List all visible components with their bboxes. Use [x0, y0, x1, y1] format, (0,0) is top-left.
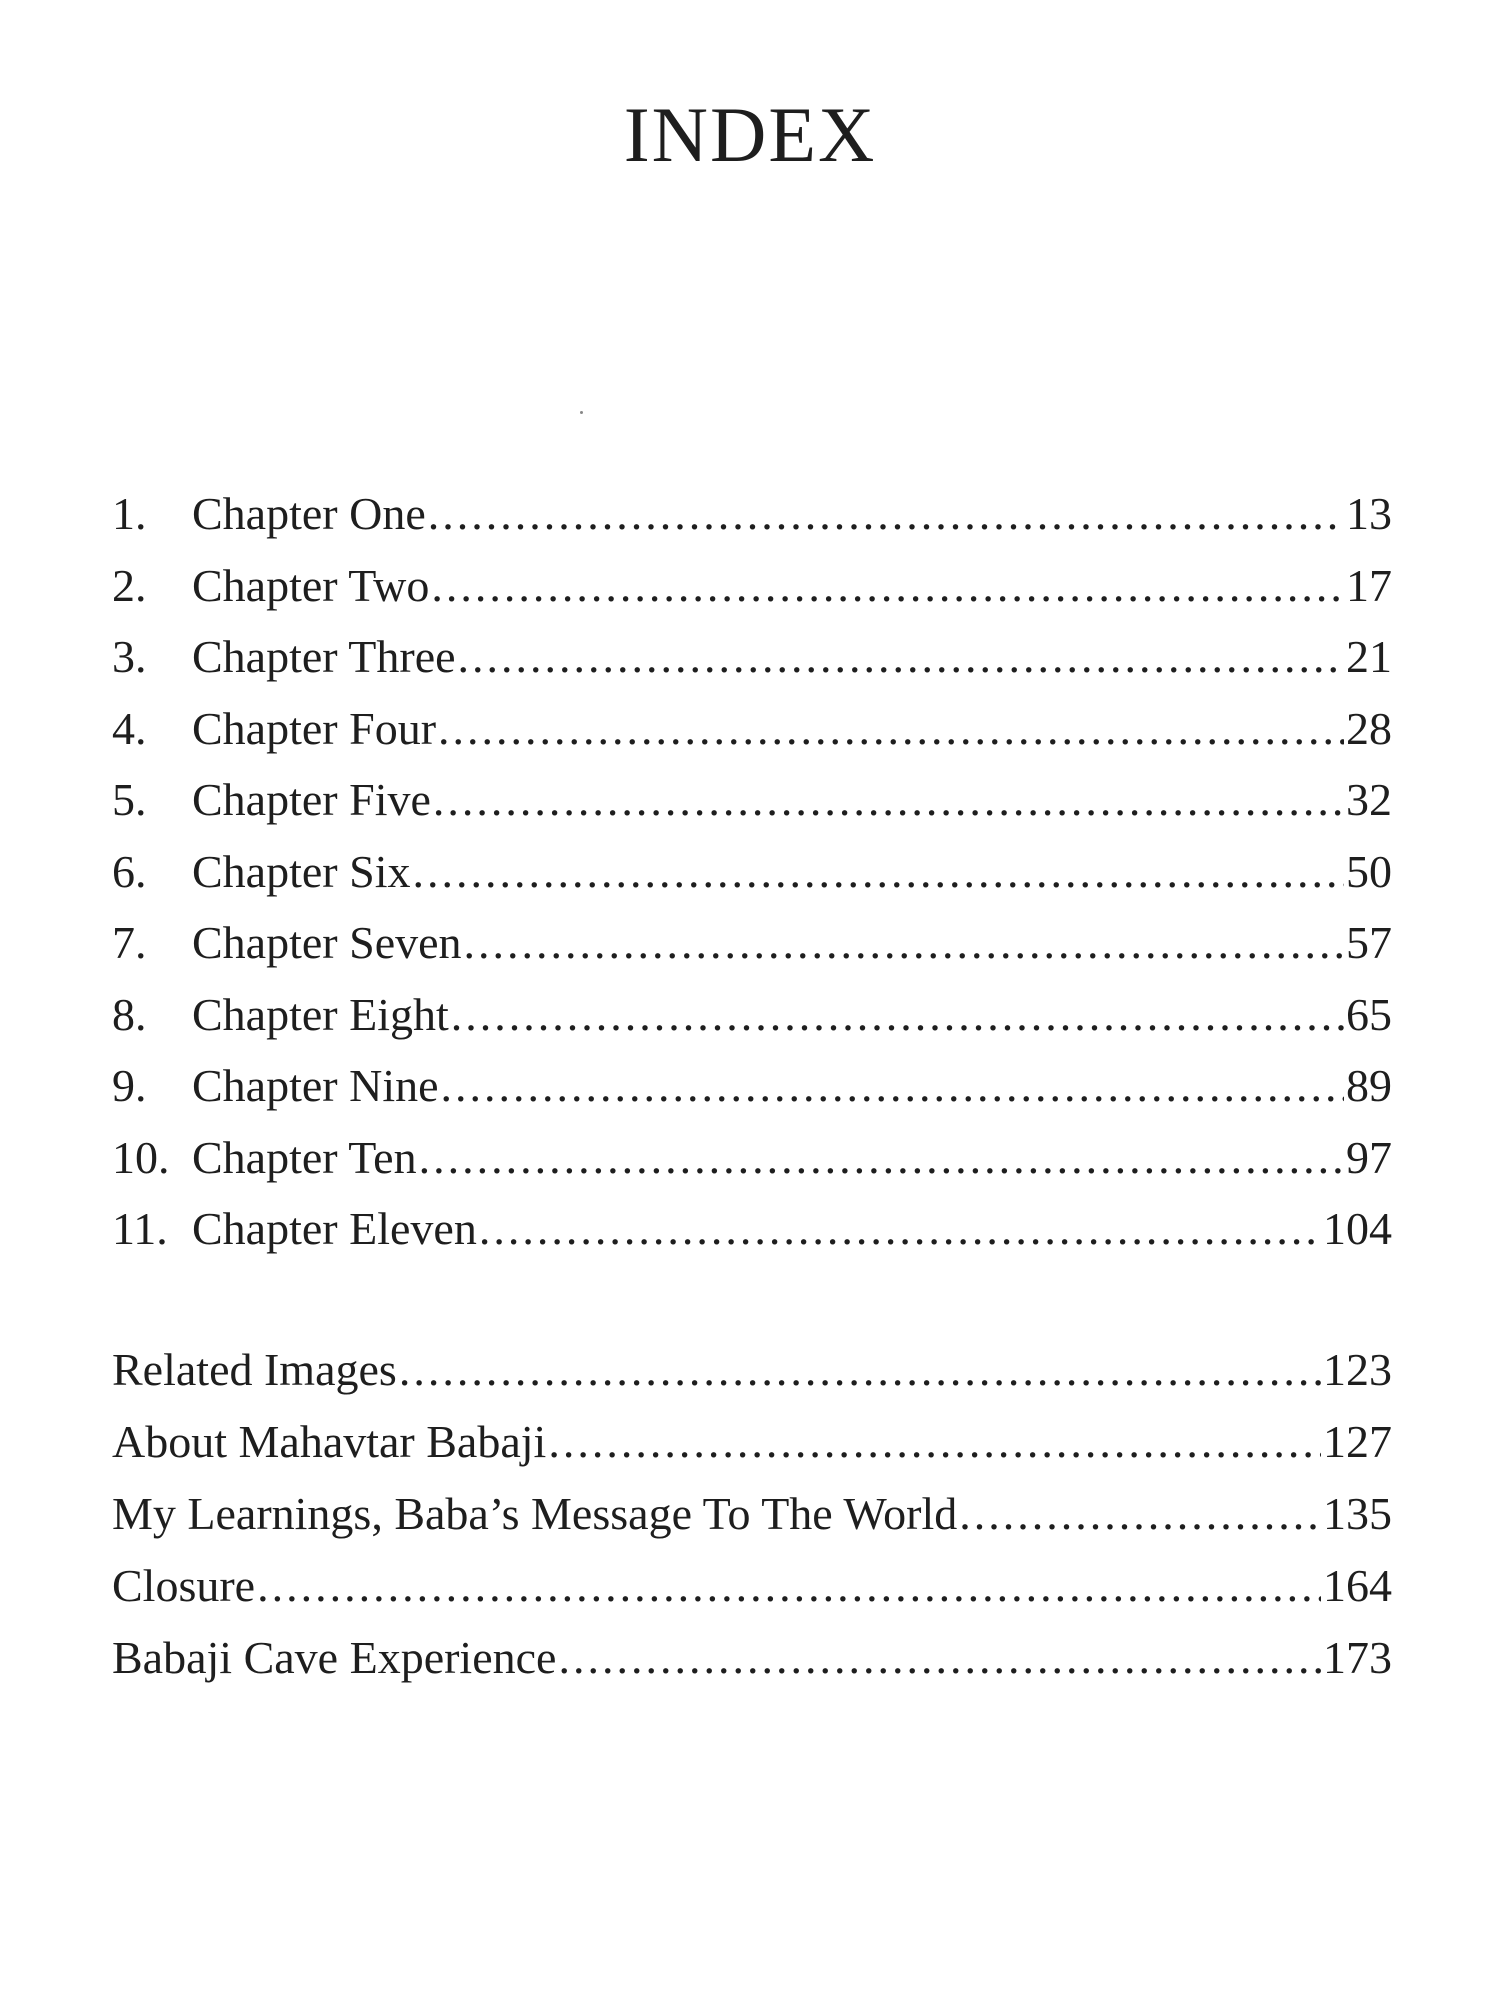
dot-leader — [548, 1406, 1321, 1478]
entry-title: Chapter Eleven — [192, 1203, 477, 1254]
entry-number: 2. — [112, 559, 147, 611]
extras-list — [112, 1334, 1392, 1694]
entry-page-number: 89 — [1346, 1060, 1392, 1111]
page-title: INDEX — [623, 91, 877, 178]
dot-leader — [464, 907, 1344, 979]
entry-page-number: 97 — [1346, 1131, 1392, 1183]
toc-entry-my-learnings — [112, 1478, 1392, 1550]
entry-title: Chapter Seven — [192, 917, 462, 968]
entry-number: 4. — [112, 702, 147, 754]
entry-page-number: 135 — [1323, 1488, 1392, 1539]
entry-number: 5. — [112, 774, 147, 825]
toc-entry-closure — [112, 1550, 1392, 1622]
entry-title: Chapter Two — [192, 559, 430, 611]
toc-entry-chapter-2 — [112, 550, 1392, 622]
entry-title: Chapter Six — [192, 845, 411, 897]
dot-leader — [433, 764, 1344, 836]
dot-leader — [451, 979, 1344, 1051]
dot-leader — [428, 478, 1344, 550]
toc-entry-chapter-9 — [112, 1050, 1392, 1122]
toc-entry-chapter-6 — [112, 836, 1392, 908]
dot-leader — [458, 621, 1344, 693]
entry-title: My Learnings, Baba’s Message To The World — [112, 1488, 958, 1539]
entry-number: 3. — [112, 631, 147, 682]
dot-leader — [419, 1122, 1344, 1194]
dot-leader — [441, 1050, 1344, 1122]
entry-page-number: 127 — [1323, 1416, 1392, 1467]
chapter-list — [112, 478, 1392, 1265]
entry-page-number: 28 — [1346, 702, 1392, 754]
dot-leader — [431, 550, 1344, 622]
toc-entry-chapter-11 — [112, 1193, 1392, 1265]
entry-page-number: 164 — [1323, 1560, 1392, 1611]
toc-entry-chapter-3 — [112, 621, 1392, 693]
dot-leader — [257, 1550, 1321, 1622]
toc-entry-cave-experience — [112, 1622, 1392, 1694]
entry-page-number: 17 — [1346, 559, 1392, 611]
print-speck — [580, 411, 583, 414]
entry-number: 9. — [112, 1060, 147, 1111]
toc-entry-chapter-7 — [112, 907, 1392, 979]
toc-entry-chapter-8 — [112, 979, 1392, 1051]
entry-page-number: 104 — [1323, 1203, 1392, 1254]
entry-page-number: 57 — [1346, 917, 1392, 968]
entry-page-number: 21 — [1346, 631, 1392, 682]
dot-leader — [412, 836, 1344, 908]
entry-title: Chapter Three — [192, 631, 456, 682]
entry-page-number: 173 — [1323, 1632, 1392, 1683]
entry-page-number: 13 — [1346, 488, 1392, 539]
entry-page-number: 32 — [1346, 774, 1392, 825]
entry-title: Chapter Eight — [192, 988, 449, 1040]
entry-number: 10. — [112, 1131, 170, 1183]
entry-title: Closure — [112, 1560, 256, 1611]
entry-title: Chapter Five — [192, 774, 431, 825]
dot-leader — [959, 1478, 1321, 1550]
dot-leader — [438, 693, 1344, 765]
entry-number: 8. — [112, 988, 147, 1040]
entry-page-number: 123 — [1323, 1344, 1392, 1395]
dot-leader — [558, 1622, 1321, 1694]
entry-title: Babaji Cave Experience — [112, 1632, 557, 1683]
entry-title: Chapter One — [192, 488, 426, 539]
entry-title: Chapter Nine — [192, 1060, 439, 1111]
entry-number: 6. — [112, 845, 147, 897]
entry-title: Chapter Ten — [192, 1131, 417, 1183]
toc-entry-related-images — [112, 1334, 1392, 1406]
toc-entry-chapter-1 — [112, 478, 1392, 550]
toc-entry-about-babaji — [112, 1406, 1392, 1478]
toc-entry-chapter-10 — [112, 1122, 1392, 1194]
toc-entry-chapter-5 — [112, 764, 1392, 836]
entry-page-number: 65 — [1346, 988, 1392, 1040]
entry-number: 1. — [112, 488, 147, 539]
dot-leader — [479, 1193, 1321, 1265]
entry-page-number: 50 — [1346, 845, 1392, 897]
dot-leader — [399, 1334, 1321, 1406]
entry-title: Related Images — [112, 1344, 397, 1395]
entry-title: Chapter Four — [192, 702, 437, 754]
entry-title: About Mahavtar Babaji — [112, 1416, 547, 1467]
entry-number: 11. — [112, 1203, 168, 1254]
toc-entry-chapter-4 — [112, 693, 1392, 765]
entry-number: 7. — [112, 917, 147, 968]
